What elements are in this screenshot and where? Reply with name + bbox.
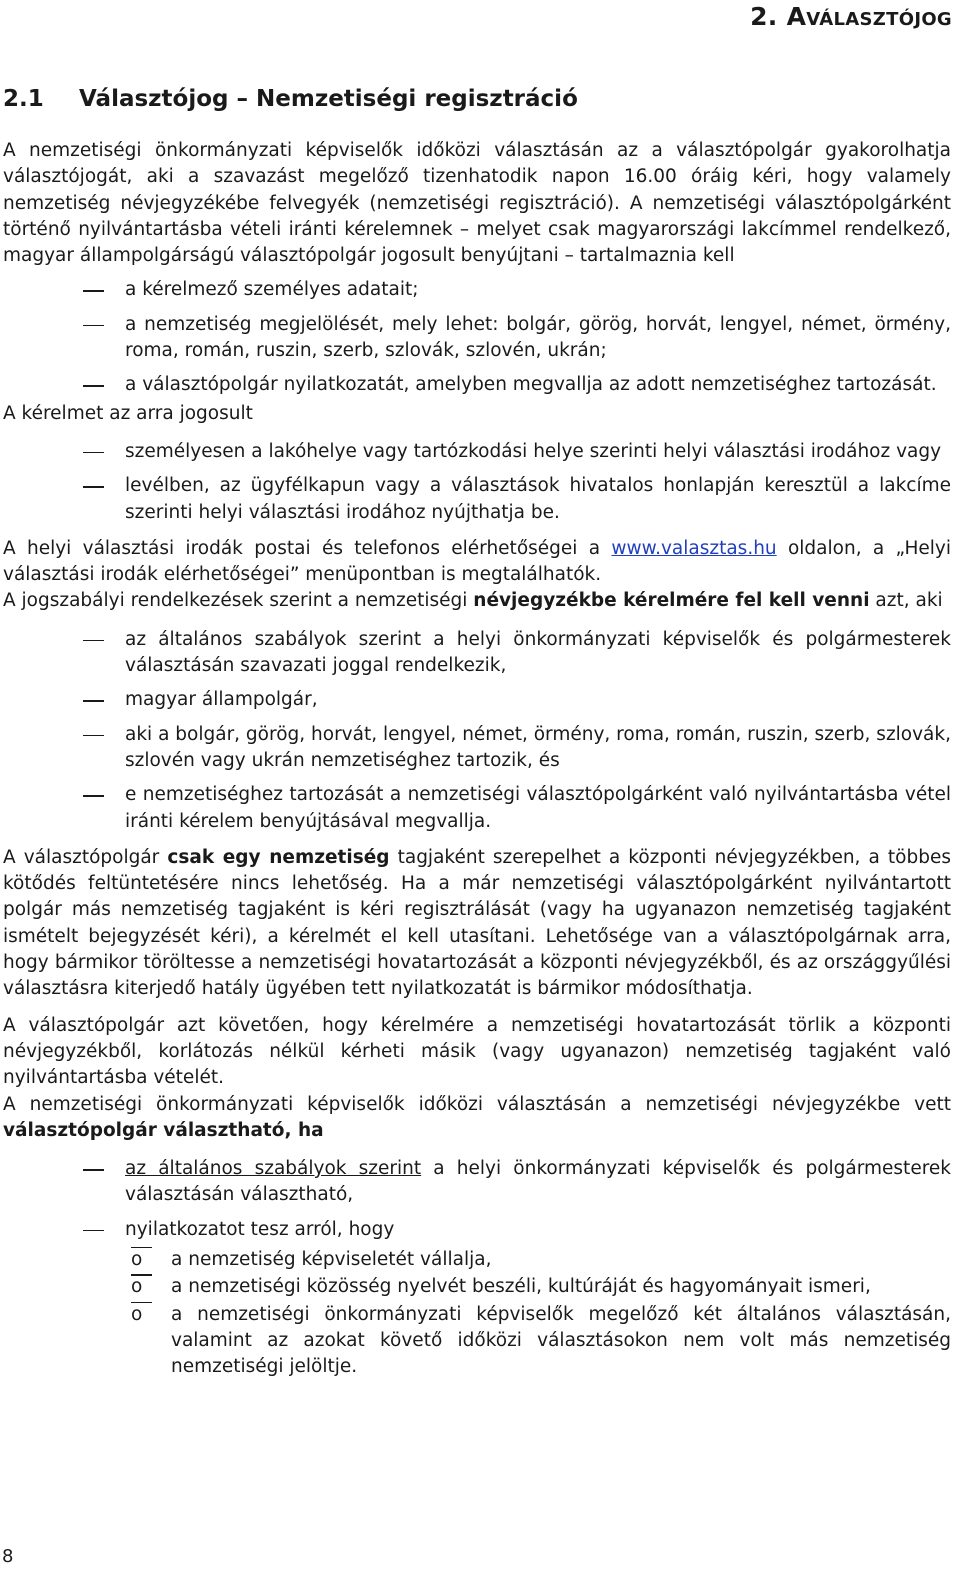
- chapter-heading: [0, 2, 952, 31]
- list-item: levélben, az ügyfélkapun vagy a választások hivatalos honlapján keresztül a lakcíme szerinti helyi választási irodához nyújthatja be.: [3, 473, 951, 526]
- dash-bullet-icon: [83, 325, 104, 327]
- document-body: [3, 138, 951, 1380]
- request-contents-list: [3, 277, 951, 398]
- list-item: nyilatkozatot tesz arról, hogy o a nemzetiség képviseletét vállalja, o a nemzetiségi közösség nyelvét beszéli, kultúráját és hagyományait ismeri, o a nemzetiségi önkormányzati képviselők megelőző két általános választásán, valamint az azokat követő időközi választásokon nem volt más nemzetiség nemzetiségi jelöltje.: [3, 1217, 951, 1381]
- dash-bullet-icon: [83, 640, 104, 642]
- dash-bullet-icon: [83, 1230, 104, 1232]
- section-number: 2.1: [3, 86, 44, 112]
- valasztas-link[interactable]: www.valasztas.hu: [611, 537, 777, 559]
- dash-bullet-icon: [83, 385, 104, 387]
- list-item: magyar állampolgár,: [3, 687, 951, 713]
- dash-bullet-icon: [83, 486, 104, 488]
- circle-bullet-icon: o: [131, 1247, 152, 1249]
- dash-bullet-icon: [83, 452, 104, 454]
- declarations-list: [3, 1247, 951, 1380]
- list-item: o a nemzetiség képviseletét vállalja,: [131, 1248, 492, 1270]
- list-item: o a nemzetiségi önkormányzati képviselők megelőző két általános választásán, valamint az azokat követő időközi választásokon nem volt más nemzetiség nemzetiségi jelöltje.: [131, 1303, 951, 1378]
- list-item: személyesen a lakóhelye vagy tartózkodási helye szerinti helyi választási irodához vagy: [3, 439, 951, 465]
- dash-bullet-icon: [83, 795, 104, 797]
- circle-bullet-icon: o: [131, 1274, 152, 1276]
- list-item: o a nemzetiségi közösség nyelvét beszéli, kultúráját és hagyományait ismeri,: [131, 1276, 871, 1298]
- intro-paragraph: A nemzetiségi önkormányzati képviselők időközi választásán az a választópolgár gyakorolhatja választójogát, aki a szavazást megelőző tizenhatodik napon 16.00 óráig kéri, hogy valamely nemzetiség névjegyzékébe felvegyék (nemzetiségi regisztráció). A nemzetiségi választópolgárként történő nyilvántartásba vételi iránti kérelemnek – melyet csak magyarországi lakcímmel rendelkező, magyar állampolgárságú választópolgár jogosult benyújtani – tartalmaznia kell: [3, 140, 951, 267]
- conditions-list: [3, 627, 951, 835]
- list-item: a nemzetiség megjelölését, mely lehet: bolgár, görög, horvát, lengyel, német, örmény, roma, román, ruszin, szerb, szlovák, szlovén, ukrán;: [3, 312, 951, 365]
- section-heading: [3, 86, 578, 112]
- list-item: aki a bolgár, görög, horvát, lengyel, német, örmény, roma, román, ruszin, szerb, szlovák, szlovén vagy ukrán nemzetiséghez tartozik, és: [3, 722, 951, 775]
- after-deletion-paragraph: A választópolgár azt követően, hogy kérelmére a nemzetiségi hovatartozását törlik a központi névjegyzékből, korlátozás nélkül kérheti másik (vagy ugyanazon) nemzetiség tagjaként való nyilvántartásba vételét.: [3, 1014, 951, 1089]
- dash-bullet-icon: [83, 700, 104, 702]
- dash-bullet-icon: [83, 735, 104, 737]
- list-item: e nemzetiséghez tartozását a nemzetiségi választópolgárként való nyilvántartásba vétel iránti kérelem benyújtásával megvallja.: [3, 782, 951, 835]
- submit-ways-list: [3, 439, 951, 526]
- chapter-title: VÁLASZTÓJOG: [806, 9, 952, 30]
- circle-bullet-icon: o: [131, 1302, 152, 1304]
- contacts-paragraph: A helyi választási irodák postai és telefonos elérhetőségei a www.valasztas.hu oldalon, a „Helyi választási irodák elérhetőségei” menüpontban is megtalálhatók.: [3, 537, 951, 586]
- list-item: a kérelmező személyes adatait;: [3, 277, 951, 303]
- eligible-paragraph: A nemzetiségi önkormányzati képviselők időközi választásán a nemzetiségi névjegyzékbe vett választópolgár választható, ha: [3, 1093, 951, 1141]
- chapter-number: 2.: [750, 2, 778, 31]
- page-number: 8: [2, 1546, 14, 1567]
- one-nationality-paragraph: A választópolgár csak egy nemzetiség tagjaként szerepelhet a központi névjegyzékben, a többes kötődés feltüntetésére nincs lehetőség. Ha a már nemzetiségi választópolgárként nyilvántartott polgár más nemzetiség tagjaként is kéri regisztrálását (vagy ha ugyanazon nemzetiség tagjaként ismételt bejegyzését kéri), a kérelmét el kell utasítani. Lehetősége van a választópolgárnak arra, hogy bármikor töröltesse a nemzetiségi hovatartozását a központi névjegyzékből, és az országgyűlési választásra kiterjedő hatály ügyében tett nyilatkozatát is bármikor módosíthatja.: [3, 846, 951, 1000]
- list-item: a választópolgár nyilatkozatát, amelyben megvallja az adott nemzetiséghez tartozását.: [3, 372, 951, 398]
- list-item: az általános szabályok szerint a helyi önkormányzati képviselők és polgármesterek választásán választható,: [3, 1156, 951, 1209]
- dash-bullet-icon: [83, 290, 104, 292]
- chapter-first-letter: A: [786, 2, 807, 31]
- section-title: Választójog – Nemzetiségi regisztráció: [79, 86, 578, 112]
- dash-bullet-icon: [83, 1169, 104, 1171]
- legal-paragraph: A jogszabályi rendelkezések szerint a nemzetiségi névjegyzékbe kérelmére fel kell venni azt, aki: [3, 590, 943, 612]
- submit-intro: A kérelmet az arra jogosult: [3, 402, 253, 424]
- list-item: az általános szabályok szerint a helyi önkormányzati képviselők és polgármesterek választásán szavazati joggal rendelkezik,: [3, 627, 951, 680]
- eligible-list: [3, 1156, 951, 1380]
